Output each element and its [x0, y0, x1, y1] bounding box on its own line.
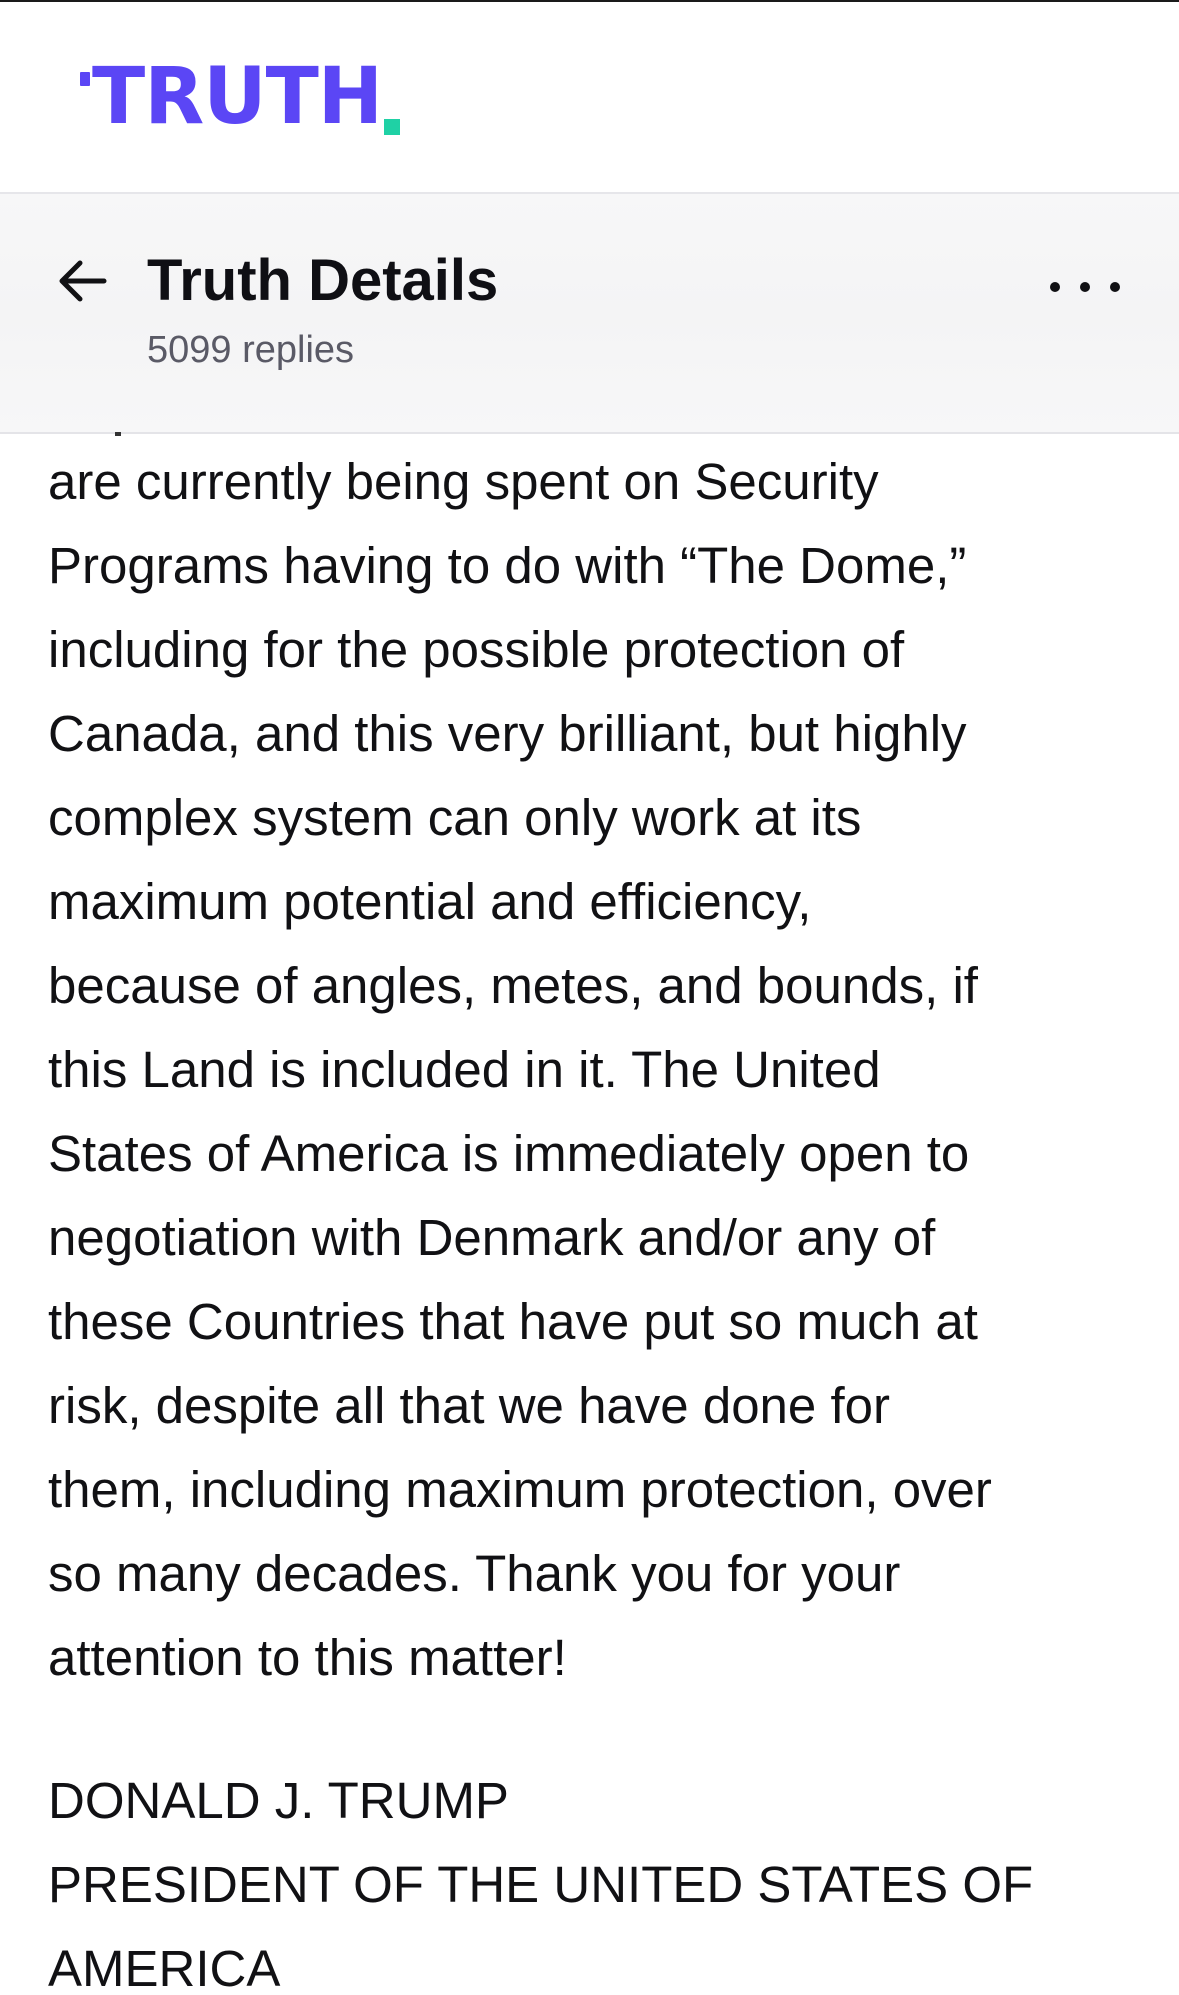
details-header	[0, 194, 1179, 434]
back-button[interactable]	[52, 251, 112, 311]
post-line: Programs having to do with “The Dome,”	[48, 537, 967, 594]
post-line: risk, despite all that we have done for	[48, 1377, 890, 1434]
post-line: including for the possible protection of	[48, 621, 905, 678]
post-body	[48, 440, 1148, 1700]
logo-tick-mark	[80, 72, 90, 86]
post-line: are currently being spent on Security	[48, 453, 879, 510]
post-line: complex system can only work at its	[48, 789, 862, 846]
post-line: Canada, and this very brilliant, but highly	[48, 705, 967, 762]
page-title: Truth Details	[147, 248, 499, 313]
signature-title: PRESIDENT OF THE UNITED STATES OF	[48, 1856, 1034, 1913]
post-line: them, including maximum protection, over	[48, 1461, 992, 1518]
app-header	[0, 2, 1179, 194]
more-dot-icon	[1110, 282, 1120, 292]
logo-text: TRUTH	[92, 52, 383, 142]
post-line: attention to this matter!	[48, 1629, 567, 1686]
post-line: so many decades. Thank you for your	[48, 1545, 901, 1602]
post-line: negotiation with Denmark and/or any of	[48, 1209, 936, 1266]
post-line: maximum potential and efficiency,	[48, 873, 812, 930]
more-dot-icon	[1050, 282, 1060, 292]
post-line: this Land is included in it. The United	[48, 1041, 881, 1098]
reply-count: 5099 replies	[147, 329, 355, 371]
signature-title-cont: AMERICA	[48, 1940, 281, 1995]
post-signature	[48, 1759, 1148, 1995]
signature-name: DONALD J. TRUMP	[48, 1772, 509, 1829]
logo-dot	[384, 119, 400, 135]
post-line: these Countries that have put so much at	[48, 1293, 978, 1350]
arrow-left-icon	[56, 259, 108, 303]
post-line: because of angles, metes, and bounds, if	[48, 957, 978, 1014]
more-options-button[interactable]	[1050, 262, 1120, 312]
clipped-text-fragment	[115, 432, 121, 436]
post-line: States of America is immediately open to	[48, 1125, 970, 1182]
truth-logo[interactable]	[80, 52, 400, 142]
more-dot-icon	[1080, 282, 1090, 292]
